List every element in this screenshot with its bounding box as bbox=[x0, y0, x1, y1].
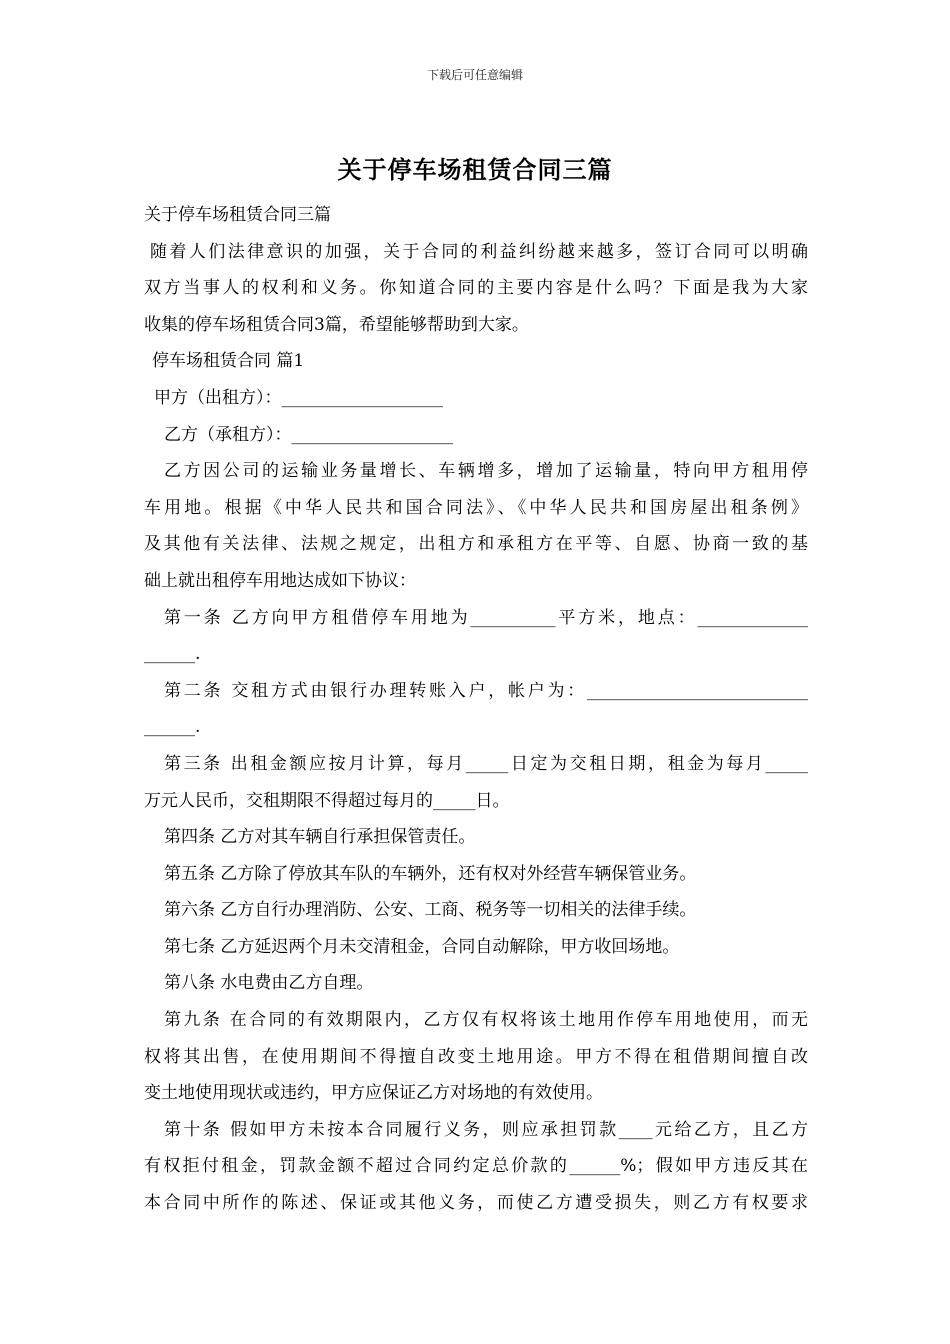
body-line: 变土地使用现状或违约，甲方应保证乙方对场地的有效使用。 bbox=[144, 1083, 603, 1104]
body-line: 第一条 乙方向甲方租借停车用地为__________平方米，地点：_____________ bbox=[164, 607, 808, 628]
body-line: 第九条 在合同的有效期限内，乙方仅有权将该土地用作停车用地使用，而无 bbox=[164, 1010, 808, 1031]
body-line: 停车场租赁合同 篇1 bbox=[152, 351, 305, 372]
header-note: 下载后可任意编辑 bbox=[426, 68, 523, 82]
body-line: ______. bbox=[144, 717, 201, 738]
body-line: 第六条 乙方自行办理消防、公安、工商、税务等一切相关的法律手续。 bbox=[164, 900, 697, 921]
document-title: 关于停车场租赁合同三篇 bbox=[337, 155, 613, 184]
body-line: 万元人民币，交租期限不得超过每月的_____日。 bbox=[144, 790, 510, 811]
body-line: 甲方（出租方）：___________________ bbox=[154, 387, 443, 408]
body-line: 乙方（承租方）：___________________ bbox=[164, 424, 453, 445]
body-line: 乙方因公司的运输业务量增长、车辆增多，增加了运输量，特向甲方租用停 bbox=[164, 461, 808, 482]
body-line: 第四条 乙方对其车辆自行承担保管责任。 bbox=[164, 827, 476, 848]
body-line: 第三条 出租金额应按月计算，每月_____日定为交租日期，租金为每月_____ bbox=[164, 753, 808, 774]
body-line: 第八条 水电费由乙方自理。 bbox=[164, 973, 374, 994]
body-line: 随着人们法律意识的加强，关于合同的利益纠纷越来越多，签订合同可以明确 bbox=[150, 241, 808, 262]
body-line: 双方当事人的权利和义务。你知道合同的主要内容是什么吗？下面是我为大家 bbox=[144, 278, 808, 299]
body-line: 关于停车场租赁合同三篇 bbox=[144, 205, 331, 225]
body-line: 第七条 乙方延迟两个月未交清租金，合同自动解除，甲方收回场地。 bbox=[164, 936, 680, 957]
body-line: 第二条 交租方式由银行办理转账入户，帐户为：__________________________ bbox=[164, 680, 808, 701]
body-line: 及其他有关法律、法规之规定，出租方和承租方在平等、自愿、协商一致的基 bbox=[144, 534, 808, 555]
body-line: 权将其出售，在使用期间不得擅自改变土地用途。甲方不得在租借期间擅自改 bbox=[144, 1046, 808, 1067]
body-line: 础上就出租停车用地达成如下协议： bbox=[144, 570, 416, 591]
body-line: ______. bbox=[144, 644, 201, 665]
body-line: 第五条 乙方除了停放其车队的车辆外，还有权对外经营车辆保管业务。 bbox=[164, 863, 697, 884]
document-body bbox=[144, 197, 808, 1222]
body-line: 有权拒付租金，罚款金额不超过合同约定总价款的______%；假如甲方违反其在 bbox=[144, 1156, 808, 1177]
body-line: 收集的停车场租赁合同3篇，希望能够帮助到大家。 bbox=[144, 314, 529, 335]
body-line: 第十条 假如甲方未按本合同履行义务，则应承担罚款____元给乙方，且乙方 bbox=[164, 1119, 808, 1140]
body-line: 车用地。根据《中华人民共和国合同法》、《中华人民共和国房屋出租条例》 bbox=[144, 497, 808, 518]
body-line: 本合同中所作的陈述、保证或其他义务，而使乙方遭受损失，则乙方有权要求 bbox=[144, 1193, 808, 1214]
